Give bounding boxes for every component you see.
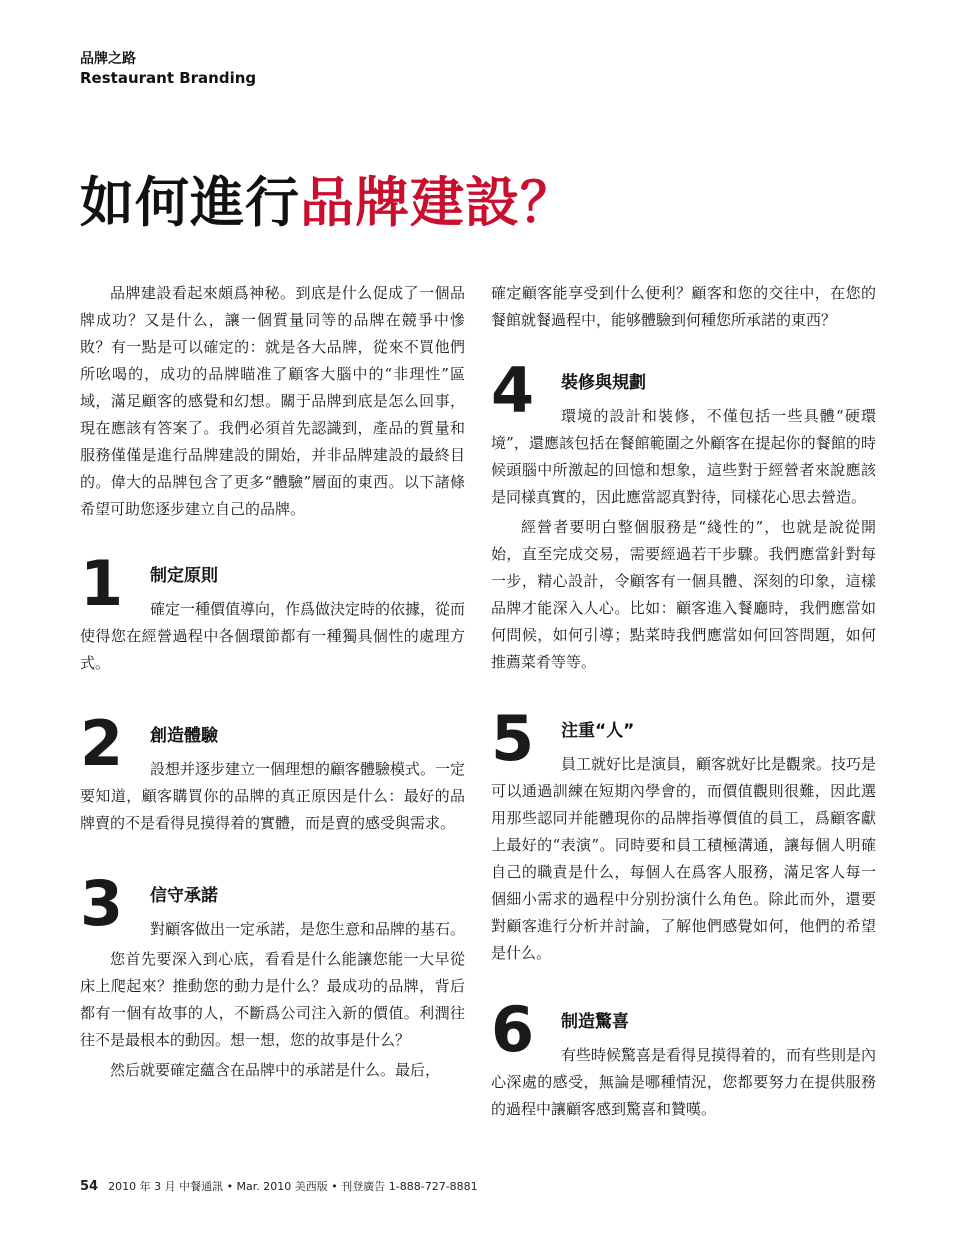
section-body: 有些時候驚喜是看得見摸得着的，而有些則是內心深處的感受，無論是哪種情況，您都要努力在提供服務的過程中讓顧客感到驚喜和贊嘆。 <box>491 1046 877 1118</box>
section-title: 制造驚喜 <box>561 1012 629 1032</box>
page-footer <box>80 1178 478 1194</box>
section-paragraph: 您首先要深入到心底，看看是什么能讓您能一大早從床上爬起來？推動您的動力是什么？最成功的品牌，背后都有一個有故事的人，不斷爲公司注入新的價值。利潤往往不是最根本的動因。想一想，您的故事是什么？ <box>80 950 465 1049</box>
section-5 <box>491 702 877 967</box>
page-number: 54 <box>80 1179 99 1194</box>
section-number: 2 <box>80 707 124 780</box>
section-number: 3 <box>80 867 124 940</box>
continued-paragraph: 確定顧客能享受到什么便利？顧客和您的交往中，在您的餐館就餐過程中，能够體驗到何種您所承諾的東西？ <box>491 284 876 329</box>
intro-paragraph: 品牌建設看起來頗爲神秘。到底是什么促成了一個品牌成功？又是什么，讓一個質量同等的品牌在競爭中慘敗？有一點是可以確定的：就是各大品牌，從來不買他們所吆喝的，成功的品牌瞄准了顧客大腦中的“非理性”區域，滿足顧客的感覺和幻想。關于品牌到底是怎么回事，現在應該有答案了。我們必須首先認識到，產品的質量和服務僅僅是進行品牌建設的開始，并非品牌建設的最終目的。偉大的品牌包含了更多“體驗”層面的東西。以下諸條希望可助您逐步建立自己的品牌。 <box>80 284 465 518</box>
section-paragraph: 經營者要明白整個服務是“綫性的”，也就是說從開始，直至完成交易，需要經過若干步驟。我們應當針對每一步，精心設計，令顧客有一個具體、深刻的印象，這樣品牌才能深入人心。比如：顧客進入餐廳時，我們應當如何問候，如何引導；點菜時我們應當如何回答問題，如何推薦菜肴等等。 <box>491 518 876 671</box>
section-body: 員工就好比是演員，顧客就好比是觀衆。技巧是可以通過訓練在短期內學會的，而價值觀則很難，因此選用那些認同并能體現你的品牌指導價值的員工，爲顧客獻上最好的“表演”。同時要和員工積極溝通，讓每個人明確自己的職責是什么，每個人在爲客人服務，滿足客人每一個細小需求的過程中分别扮演什么角色。除此而外，還要對顧客進行分析并討論，了解他們感覺如何，他們的希望是什么。 <box>491 755 877 962</box>
section-body: 環境的設計和裝修，不僅包括一些具體“硬環境”，還應該包括在餐館範圍之外顧客在提起你的餐館的時候頭腦中所激起的回憶和想象，這些對于經營者來說應該是同樣真實的，因此應當認真對待，同樣花心思去營造。 <box>491 407 876 506</box>
section-2 <box>80 707 466 837</box>
section-body: 設想并逐步建立一個理想的顧客體驗模式。一定要知道，顧客購買你的品牌的真正原因是什么：最好的品牌賣的不是看得見摸得着的實體，而是賣的感受與需求。 <box>80 760 466 832</box>
section-number: 6 <box>491 993 535 1066</box>
section-6 <box>491 993 877 1123</box>
section-title: 創造體驗 <box>150 726 218 746</box>
section-1 <box>80 547 466 677</box>
right-column <box>491 280 876 1123</box>
section-number: 5 <box>491 702 535 775</box>
section-title: 裝修與規劃 <box>561 373 646 393</box>
section-body: 確定一種價值導向，作爲做決定時的依據，從而使得您在經營過程中各個環節都有一種獨具個性的處理方式。 <box>80 600 466 672</box>
section-3 <box>80 867 466 1084</box>
article-title <box>80 168 575 238</box>
section-number: 1 <box>80 547 124 620</box>
section-body: 對顧客做出一定承諾，是您生意和品牌的基石。 <box>150 920 466 938</box>
section-number: 4 <box>491 354 535 427</box>
article-title-black: 如何進行 <box>80 171 300 234</box>
footer-text: 2010 年 3 月 中餐通訊 • Mar. 2010 美西版 • 刊登廣告 1-888-727-8881 <box>108 1180 478 1193</box>
section-title: 注重“人” <box>561 721 635 741</box>
section-label-zh: 品牌之路 <box>80 51 136 67</box>
section-title: 信守承諾 <box>150 886 218 906</box>
article-title-red: 品牌建設？ <box>300 171 575 234</box>
left-column <box>80 280 465 1084</box>
section-title: 制定原則 <box>150 566 218 586</box>
page-header <box>80 50 256 88</box>
section-paragraph: 然后就要確定蘊含在品牌中的承諾是什么。最后， <box>110 1061 441 1079</box>
section-label-en: Restaurant Branding <box>80 69 257 87</box>
section-4 <box>491 354 876 676</box>
